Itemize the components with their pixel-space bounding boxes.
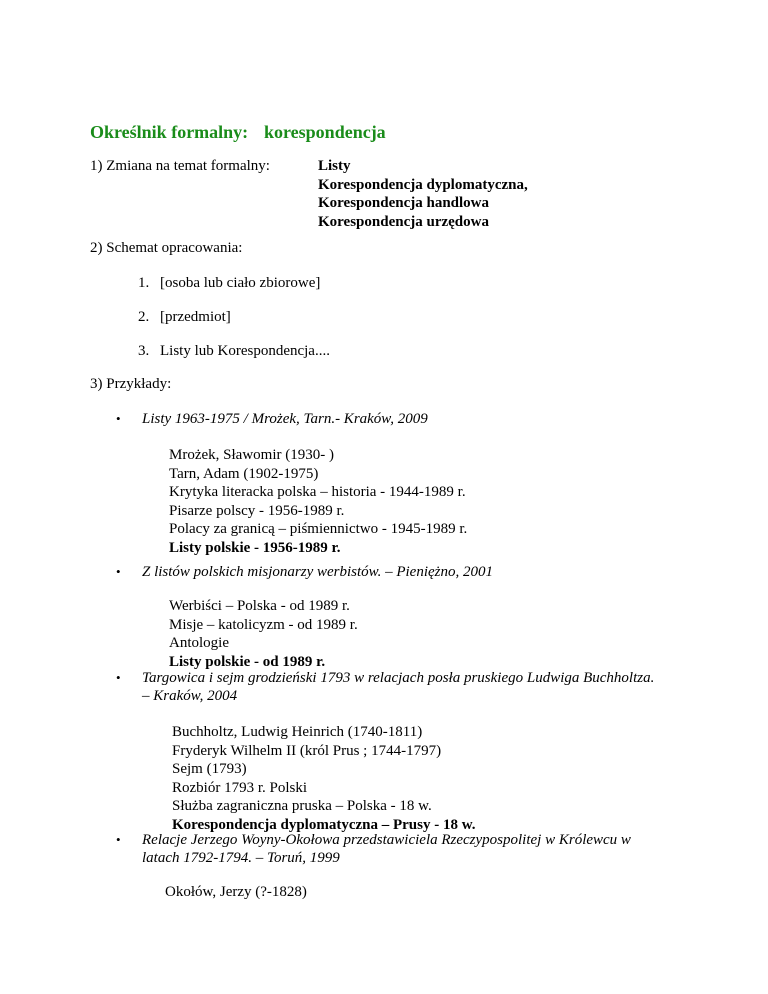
subject-heading: Sejm (1793) bbox=[172, 761, 247, 777]
subject-heading: Pisarze polscy - 1956-1989 r. bbox=[169, 502, 345, 519]
subject-heading: Krytyka literacka polska – historia - 1944-1989 r. bbox=[169, 484, 466, 500]
section1-value: Korespondencja dyplomatyczna, bbox=[318, 176, 528, 193]
section1-values bbox=[318, 157, 528, 231]
form-heading: Listy polskie - 1956-1989 r. bbox=[169, 539, 341, 556]
example-title: Z listów polskich misjonarzy werbistów. – Pieniężno, 2001 bbox=[142, 564, 493, 580]
subject-heading: Antologie bbox=[169, 635, 229, 651]
section1-value: Korespondencja handlowa bbox=[318, 195, 490, 211]
section1-value: Listy bbox=[318, 158, 351, 174]
step-text: Listy lub Korespondencja.... bbox=[160, 343, 330, 359]
example-title: Listy 1963-1975 / Mrożek, Tarn.- Kraków, 2009 bbox=[142, 411, 428, 427]
bullet-dot-icon: • bbox=[116, 564, 121, 579]
subject-heading: Mrożek, Sławomir (1930- ) bbox=[169, 447, 334, 463]
header-label: Określnik formalny: bbox=[90, 122, 249, 142]
example-title-line2: latach 1792-1794. – Toruń, 1999 bbox=[142, 850, 340, 866]
step-text: [przedmiot] bbox=[160, 309, 231, 325]
subject-heading: Służba zagraniczna pruska – Polska - 18 w. bbox=[172, 798, 432, 814]
bullet-dot-icon: • bbox=[116, 832, 121, 847]
subject-heading: Polacy za granicą – piśmiennictwo - 1945-1989 r. bbox=[169, 521, 468, 537]
example-title-line1: Targowica i sejm grodzieński 1793 w relacjach posła pruskiego Ludwiga Buchholtza. bbox=[142, 670, 655, 686]
section1-value: Korespondencja urzędowa bbox=[318, 213, 489, 230]
step-number: 2. bbox=[138, 309, 150, 325]
step-number: 3. bbox=[138, 343, 150, 359]
section2-label: 2) Schemat opracowania: bbox=[90, 240, 243, 256]
subject-heading: Werbiści – Polska - od 1989 r. bbox=[169, 598, 350, 614]
example-title-line2: – Kraków, 2004 bbox=[142, 688, 238, 704]
subject-heading: Tarn, Adam (1902-1975) bbox=[169, 465, 319, 482]
example-subjects bbox=[169, 597, 358, 671]
bullet-dot-icon: • bbox=[116, 670, 121, 685]
subject-heading: Rozbiór 1793 r. Polski bbox=[172, 779, 308, 796]
form-heading: Korespondencja dyplomatyczna – Prusy - 18 w. bbox=[172, 816, 476, 833]
example-subjects bbox=[169, 446, 467, 557]
subject-heading: Misje – katolicyzm - od 1989 r. bbox=[169, 616, 358, 633]
step-number: 1. bbox=[138, 275, 150, 291]
example-title-line1: Relacje Jerzego Woyny-Okołowa przedstawiciela Rzeczypospolitej w Królewcu w bbox=[142, 832, 631, 848]
subject-heading: Buchholtz, Ludwig Heinrich (1740-1811) bbox=[172, 724, 423, 740]
bullet-dot-icon: • bbox=[116, 411, 121, 426]
example-subjects bbox=[172, 723, 475, 834]
form-heading: Listy polskie - od 1989 r. bbox=[169, 653, 326, 670]
section1-label: 1) Zmiana na temat formalny: bbox=[90, 158, 270, 174]
step-text: [osoba lub ciało zbiorowe] bbox=[160, 275, 321, 291]
header-value: korespondencja bbox=[264, 122, 386, 142]
subject-heading: Fryderyk Wilhelm II (król Prus ; 1744-1797) bbox=[172, 742, 442, 759]
section3-label: 3) Przykłady: bbox=[90, 376, 172, 392]
subject-heading: Okołów, Jerzy (?-1828) bbox=[165, 884, 307, 900]
